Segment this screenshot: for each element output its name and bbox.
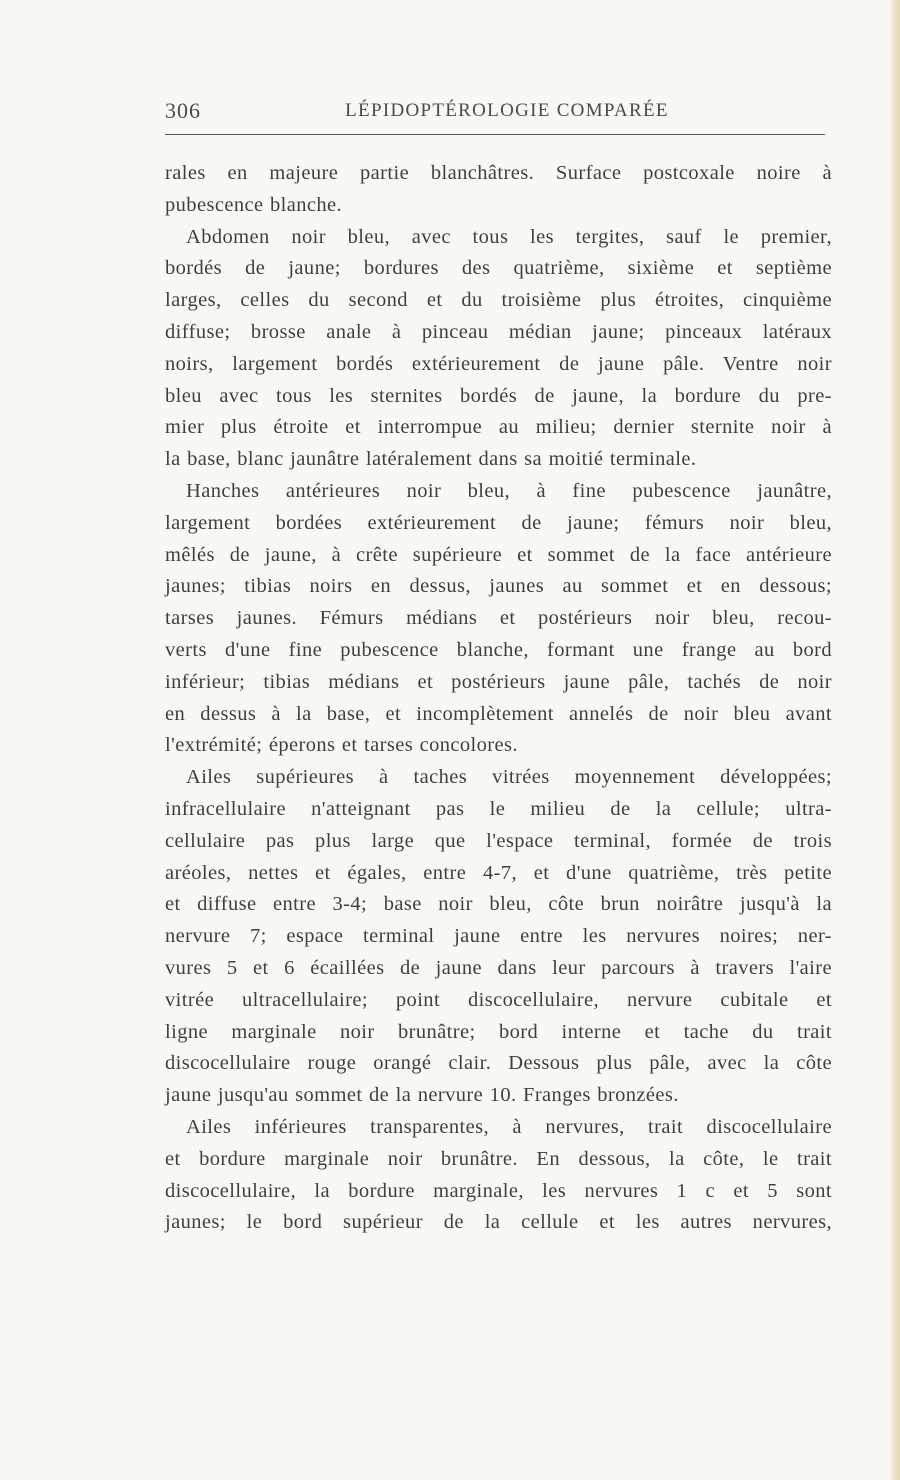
text-line: et bordure marginale noir brunâtre. En dessous, la côte, le trait xyxy=(165,1147,832,1170)
text-line: et diffuse entre 3-4; base noir bleu, côte brun noirâtre jusqu'à la xyxy=(165,893,832,916)
text-line: discocellulaire rouge orangé clair. Dessous plus pâle, avec la côte xyxy=(165,1052,832,1075)
text-line: larges, celles du second et du troisième plus étroites, cinquième xyxy=(165,289,832,312)
text-line: rales en majeure partie blanchâtres. Surface postcoxale noire à xyxy=(165,162,832,184)
text-line: infracellulaire n'atteignant pas le milieu de la cellule; ultra- xyxy=(165,797,832,820)
paragraph-hindwings xyxy=(165,1112,832,1239)
text-line: Ailes inférieures transparentes, à nervures, trait discocellulaire xyxy=(186,1115,832,1138)
paragraph-forewings xyxy=(165,762,832,1112)
text-line: mêlés de jaune, à crête supérieure et sommet de la face antérieure xyxy=(165,543,832,566)
text-line: la base, blanc jaunâtre latéralement dans sa moitié terminale. xyxy=(165,448,697,471)
text-line: ligne marginale noir brunâtre; bord interne et tache du trait xyxy=(165,1020,832,1043)
text-line: diffuse; brosse anale à pinceau médian jaune; pinceaux latéraux xyxy=(165,320,832,343)
text-line: nervure 7; espace terminal jaune entre les nervures noires; ner- xyxy=(165,925,832,948)
text-line: Hanches antérieures noir bleu, à fine pubescence jaunâtre, xyxy=(186,479,832,502)
text-line: verts d'une fine pubescence blanche, formant une frange au bord xyxy=(165,638,832,661)
page-edge-shadow xyxy=(891,0,900,1480)
text-line: jaunes; le bord supérieur de la cellule et les autres nervures, xyxy=(165,1211,832,1234)
text-line: bordés de jaune; bordures des quatrième, sixième et septième xyxy=(165,257,832,280)
body-text xyxy=(165,158,832,1239)
text-line: bleu avec tous les sternites bordés de jaune, la bordure du pre- xyxy=(165,384,832,407)
page-number: 306 xyxy=(165,98,201,123)
text-line: l'extrémité; éperons et tarses concolores. xyxy=(165,734,518,757)
text-line: aréoles, nettes et égales, entre 4-7, et d'une quatrième, très petite xyxy=(165,861,832,884)
text-line: tarses jaunes. Fémurs médians et postérieurs noir bleu, recou- xyxy=(165,607,832,630)
text-line: inférieur; tibias médians et postérieurs jaune pâle, tachés de noir xyxy=(165,670,832,693)
text-line: mier plus étroite et interrompue au milieu; dernier sternite noir à xyxy=(165,416,832,439)
header-rule xyxy=(165,134,825,135)
text-line: pubescence blanche. xyxy=(165,193,343,216)
text-line: vures 5 et 6 écaillées de jaune dans leur parcours à travers l'aire xyxy=(165,956,832,979)
text-line: Ailes supérieures à taches vitrées moyennement développées; xyxy=(186,766,832,789)
text-line: vitrée ultracellulaire; point discocellulaire, nervure cubitale et xyxy=(165,988,832,1011)
text-line: largement bordées extérieurement de jaune; fémurs noir bleu, xyxy=(165,511,832,534)
text-line: Abdomen noir bleu, avec tous les tergites, sauf le premier, xyxy=(186,225,832,248)
paragraph-thorax-end xyxy=(165,158,832,222)
text-line: noirs, largement bordés extérieurement de jaune pâle. Ventre noir xyxy=(165,352,832,375)
running-title: LÉPIDOPTÉROLOGIE COMPARÉE xyxy=(345,100,669,121)
text-line: cellulaire pas plus large que l'espace terminal, formée de trois xyxy=(165,829,832,852)
paragraph-abdomen xyxy=(165,222,832,476)
text-line: jaunes; tibias noirs en dessus, jaunes au sommet et en dessous; xyxy=(165,575,832,598)
running-head xyxy=(165,96,825,136)
text-line: discocellulaire, la bordure marginale, les nervures 1 c et 5 sont xyxy=(165,1179,832,1202)
text-line: jaune jusqu'au sommet de la nervure 10. Franges bronzées. xyxy=(165,1084,679,1107)
paragraph-legs xyxy=(165,476,832,762)
text-line: en dessus à la base, et incomplètement annelés de noir bleu avant xyxy=(165,702,832,725)
